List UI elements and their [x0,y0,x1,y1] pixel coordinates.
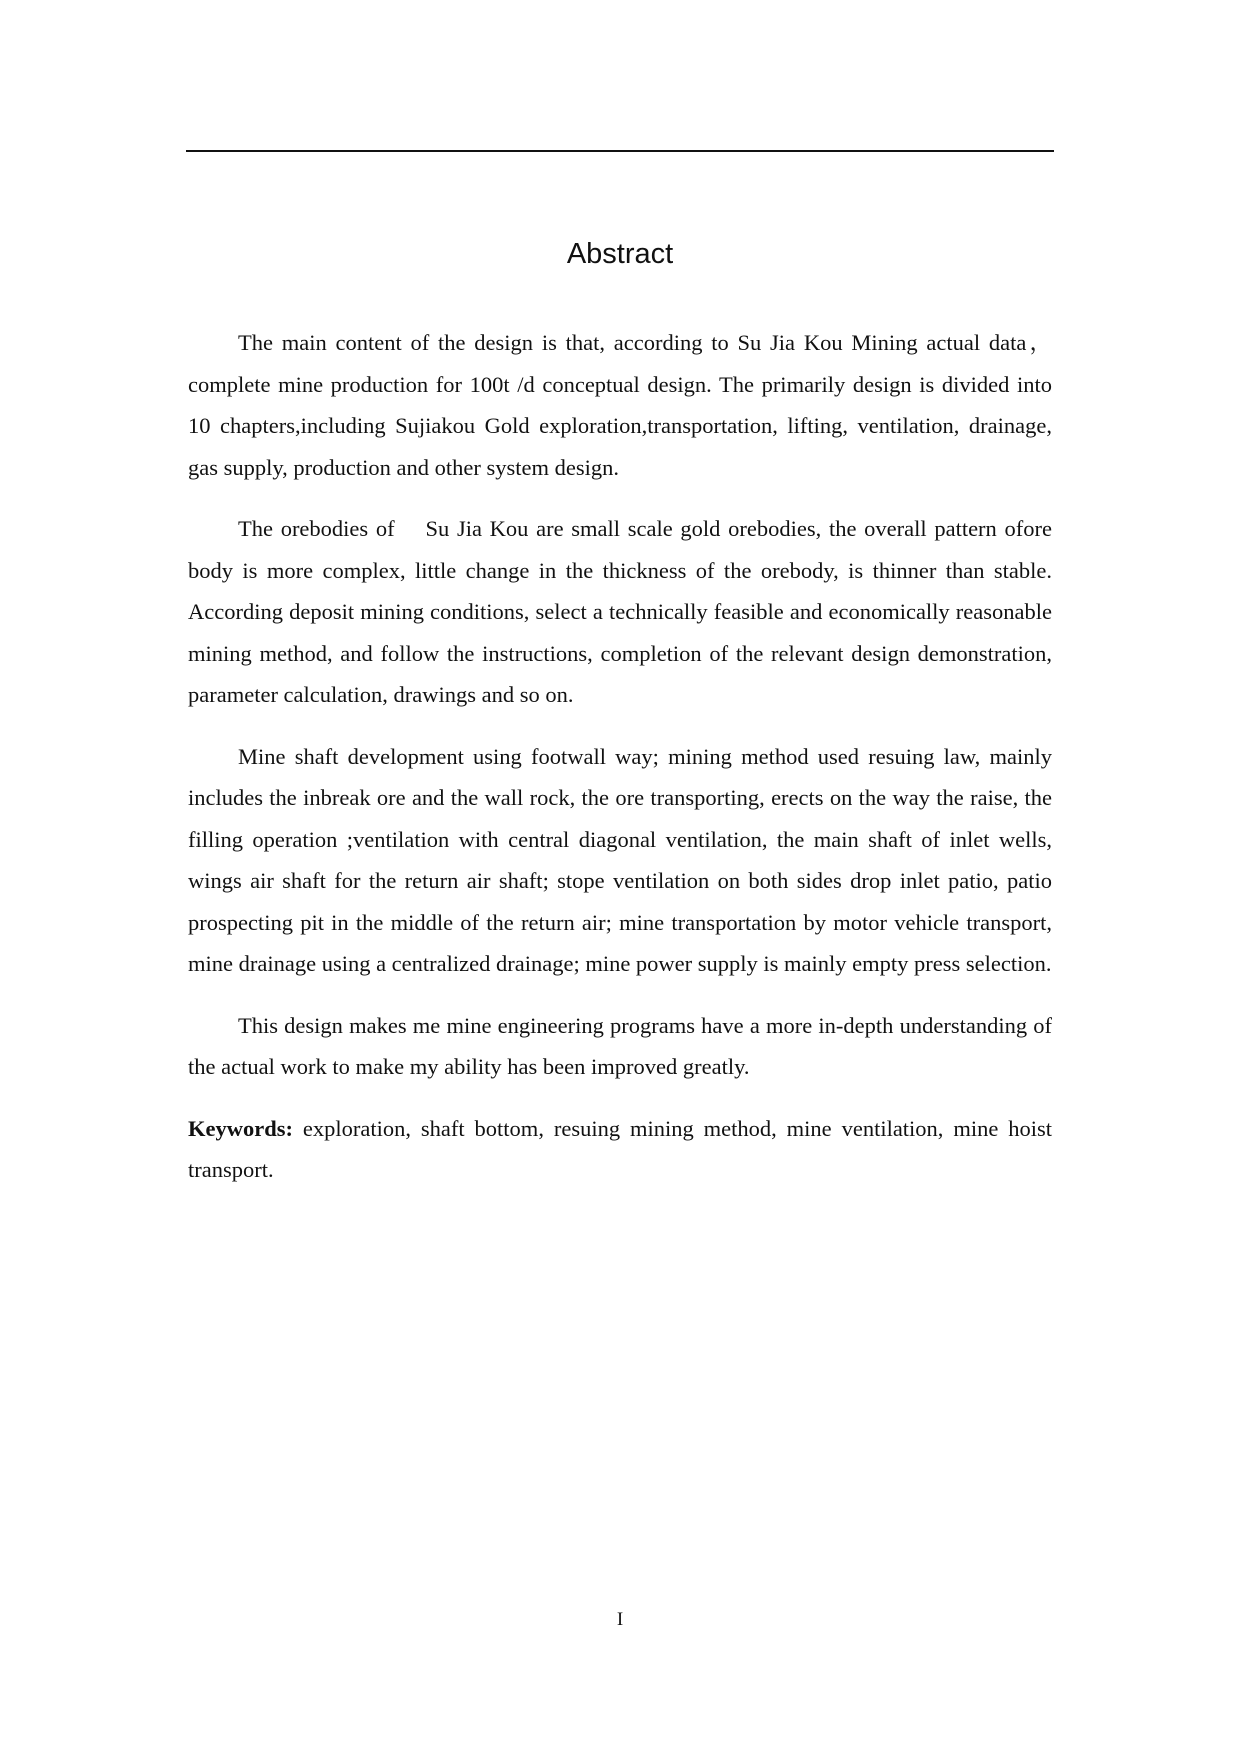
abstract-paragraph-2: The orebodies of Su Jia Kou are small scale gold orebodies, the overall pattern ofore body is more complex, little change in the thickness of the orebody, is thinner than stable. According deposit mining conditions, select a technically feasible and economically reasonable mining method, and follow the instructions, completion of the relevant design demonstration, parameter calculation, drawings and so on. [188,516,1052,707]
keywords-label: Keywords: [188,1115,293,1141]
keywords-line [188,1108,1052,1191]
page-number: I [616,1609,624,1630]
abstract-paragraph-3: Mine shaft development using footwall way; mining method used resuing law, mainly includes the inbreak ore and the wall rock, the ore transporting, erects on the way the raise, the filling operation ;ventilation with central diagonal ventilation, the main shaft of inlet wells, wings air shaft for the return air shaft; stope ventilation on both sides drop inlet patio, patio prospecting pit in the middle of the return air; mine transportation by motor vehicle transport, mine drainage using a centralized drainage; mine power supply is mainly empty press selection. [188,743,1052,976]
keywords-text: exploration, shaft bottom, resuing mining method, mine ventilation, mine hoist transport. [188,1115,1052,1182]
abstract-body [188,322,1052,1191]
abstract-paragraph-1: The main content of the design is that, according to Su Jia Kou Mining actual data，complete mine production for 100t /d conceptual design. The primarily design is divided into 10 chapters,including Sujiakou Gold exploration,transportation, lifting, ventilation, drainage, gas supply, production and other system design. [188,330,1052,480]
header-rule [186,150,1054,152]
page-title: Abstract [566,238,674,270]
abstract-paragraph-4: This design makes me mine engineering programs have a more in-depth understanding of the actual work to make my ability has been improved greatly. [188,1012,1052,1079]
